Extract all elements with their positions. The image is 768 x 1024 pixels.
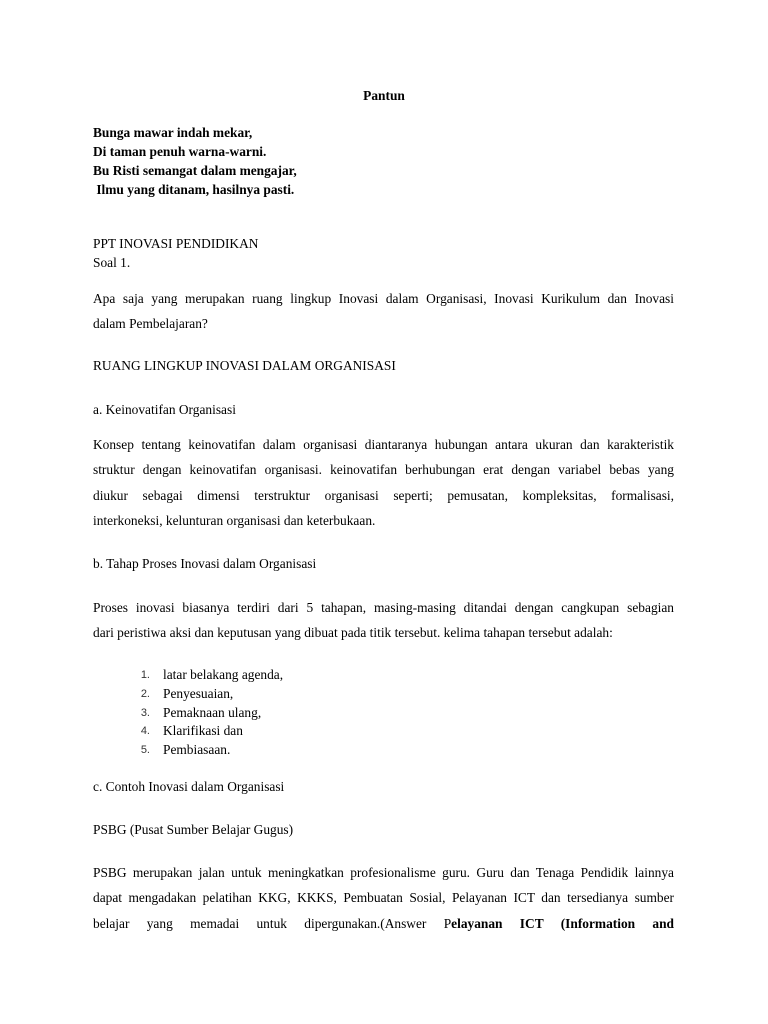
list-item-text: Pembiasaan.	[163, 742, 231, 757]
subheading-a: a. Keinovatifan Organisasi	[93, 402, 236, 417]
paragraph-b-line-2: dari peristiwa aksi dan keputusan yang dibuat pada titik tersebut. kelima tahapan tersebut adalah:	[93, 625, 613, 640]
pantun-line-2: Di taman penuh warna-warni.	[93, 144, 267, 159]
paragraph-c-plain-text: belajar yang memadai untuk dipergunakan.(Answer P	[93, 916, 452, 931]
pantun-line-3: Bu Risti semangat dalam mengajar,	[93, 163, 297, 178]
section-heading: PPT INOVASI PENDIDIKAN	[93, 236, 259, 251]
subheading-c: c. Contoh Inovasi dalam Organisasi	[93, 779, 285, 794]
soal-label: Soal 1.	[93, 255, 131, 270]
list-item-number: 1.	[140, 669, 150, 681]
list-item-number: 2.	[140, 688, 150, 700]
paragraph-a-line-3: diukur sebagai dimensi terstruktur organisasi seperti; pemusatan, kompleksitas, formalisasi,	[93, 488, 674, 503]
paragraph-c-bold-text: elayanan ICT (Information and	[451, 916, 674, 931]
paragraph-c-line-2: dapat mengadakan pelatihan KKG, KKKS, Pembuatan Sosial, Pelayanan ICT dan tersedianya sumber	[93, 890, 674, 905]
paragraph-a-line-2: struktur dengan keinovatifan organisasi. keinovatifan berhubungan erat dengan variabel bebas yang	[93, 462, 674, 477]
list-item-text: Penyesuaian,	[163, 686, 234, 701]
list-item-number: 5.	[140, 744, 150, 756]
paragraph-c-line-1: PSBG merupakan jalan untuk meningkatkan profesionalisme guru. Guru dan Tenaga Pendidik lainnya	[93, 865, 674, 880]
list-item-text: Pemaknaan ulang,	[163, 705, 262, 720]
paragraph-b-line-1: Proses inovasi biasanya terdiri dari 5 tahapan, masing-masing ditandai dengan cangkupan sebagian	[93, 600, 674, 615]
page-title: Pantun	[363, 88, 405, 103]
section-organisasi-heading: RUANG LINGKUP INOVASI DALAM ORGANISASI	[93, 358, 396, 373]
list-item-text: latar belakang agenda,	[163, 667, 284, 682]
paragraph-a-line-1: Konsep tentang keinovatifan dalam organisasi diantaranya hubungan antara ukuran dan karakteristik	[93, 437, 674, 452]
paragraph-c-line-3	[93, 916, 674, 932]
list-item-number: 4.	[140, 725, 150, 737]
question-line-1: Apa saja yang merupakan ruang lingkup Inovasi dalam Organisasi, Inovasi Kurikulum dan Inovasi	[93, 291, 674, 306]
pantun-line-1: Bunga mawar indah mekar,	[93, 125, 253, 140]
list-item-number: 3.	[140, 707, 150, 719]
psbg-title: PSBG (Pusat Sumber Belajar Gugus)	[93, 822, 294, 837]
subheading-b: b. Tahap Proses Inovasi dalam Organisasi	[93, 556, 317, 571]
paragraph-a-line-4: interkoneksi, kelunturan organisasi dan keterbukaan.	[93, 513, 376, 528]
question-line-2: dalam Pembelajaran?	[93, 316, 208, 331]
list-item-text: Klarifikasi dan	[163, 723, 243, 738]
pantun-line-4: Ilmu yang ditanam, hasilnya pasti.	[93, 182, 295, 197]
